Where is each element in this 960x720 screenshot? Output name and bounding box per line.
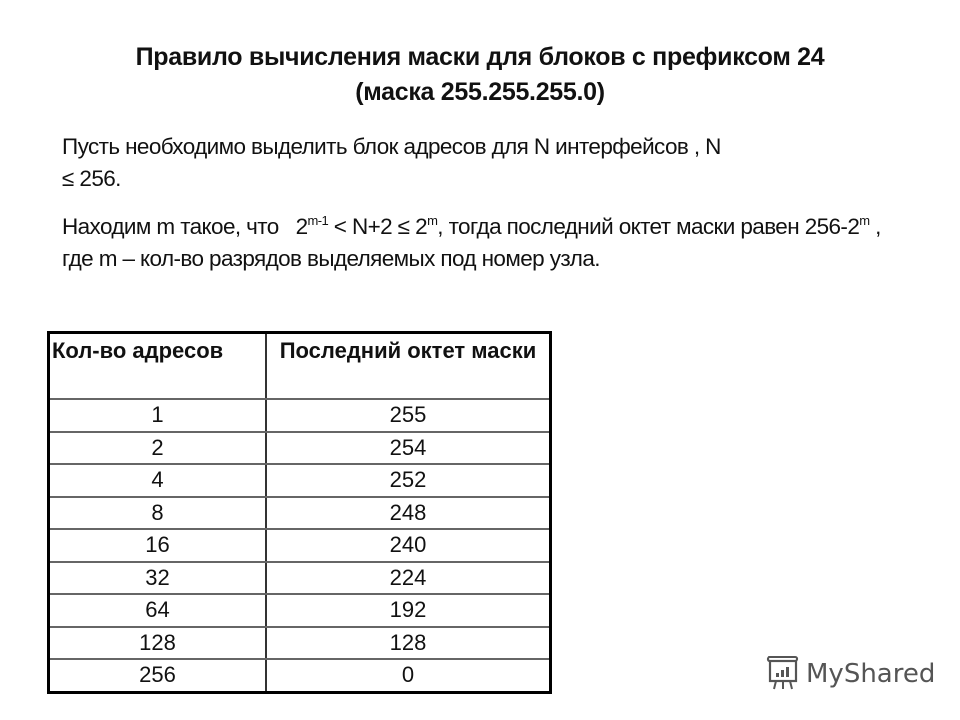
table-row [49, 399, 551, 432]
cell-address-count: 32 [49, 562, 267, 595]
cell-address-count: 2 [49, 432, 267, 465]
table-row [49, 497, 551, 530]
presentation-board-icon [766, 656, 800, 692]
formula-sup-1: m-1 [307, 213, 329, 228]
table-row [49, 627, 551, 660]
table-row [49, 594, 551, 627]
cell-address-count: 16 [49, 529, 267, 562]
watermark-text: MyShared [806, 659, 936, 689]
cell-last-octet: 252 [266, 464, 551, 497]
slide-title [0, 40, 960, 110]
formula-sup-2: m [427, 213, 438, 228]
table-row [49, 432, 551, 465]
watermark [766, 656, 935, 692]
header-address-count: Кол-во адресов [49, 333, 267, 400]
cell-last-octet: 128 [266, 627, 551, 660]
table-row [49, 529, 551, 562]
cell-address-count: 8 [49, 497, 267, 530]
cell-address-count: 1 [49, 399, 267, 432]
paragraph-condition-line1: Пусть необходимо выделить блок адресов для N интерфейсов , N [62, 134, 721, 159]
title-line-1: Правило вычисления маски для блоков с префиксом 24 [135, 43, 825, 71]
paragraph-condition-line2: ≤ 256. [62, 166, 121, 191]
table-row [49, 659, 551, 692]
paragraph-formula [62, 211, 892, 275]
formula-text-4: , где m – кол-во разрядов выделяемых под номер узла. [62, 214, 881, 271]
cell-address-count: 256 [49, 659, 267, 692]
table-row [49, 464, 551, 497]
cell-last-octet: 0 [266, 659, 551, 692]
formula-text-3: , тогда последний октет маски равен 256-2 [437, 214, 860, 239]
formula-text-2: < N+2 ≤ 2 [328, 214, 428, 239]
cell-last-octet: 248 [266, 497, 551, 530]
table-header-row [49, 333, 551, 400]
cell-address-count: 128 [49, 627, 267, 660]
formula-text-1: Находим m такое, что 2 [62, 214, 308, 239]
header-last-octet: Последний октет маски [266, 333, 551, 400]
cell-address-count: 4 [49, 464, 267, 497]
cell-last-octet: 240 [266, 529, 551, 562]
formula-sup-3: m [859, 213, 870, 228]
mask-table [47, 331, 552, 694]
cell-address-count: 64 [49, 594, 267, 627]
cell-last-octet: 224 [266, 562, 551, 595]
title-line-2: (маска 255.255.255.0) [355, 78, 605, 106]
paragraph-condition [62, 131, 892, 195]
cell-last-octet: 254 [266, 432, 551, 465]
table-row [49, 562, 551, 595]
cell-last-octet: 255 [266, 399, 551, 432]
cell-last-octet: 192 [266, 594, 551, 627]
